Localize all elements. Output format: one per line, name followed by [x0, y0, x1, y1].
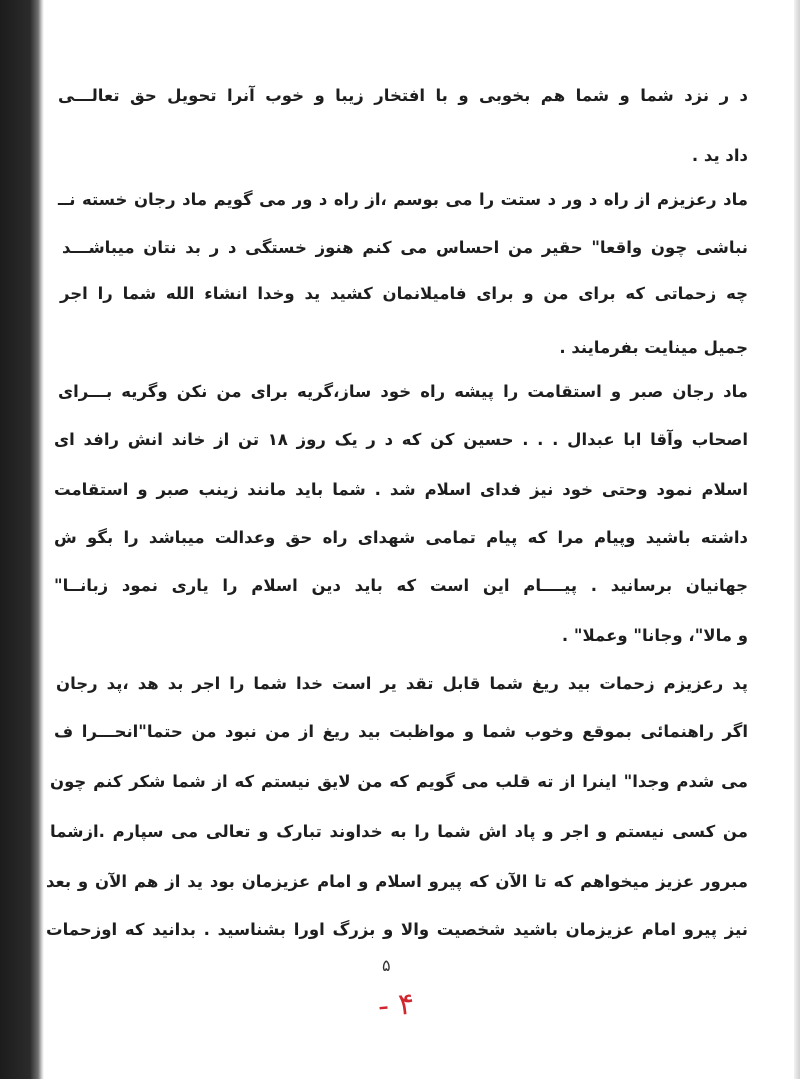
text-line-2: داد ید . — [691, 146, 748, 165]
text-line-10: داشته باشید وپیام مرا که پیام تمامی شهدای راه حق وعدالت میباشد را بگو ش — [54, 528, 748, 547]
text-line-4: نباشی چون واقعا" حقیر من احساس می کنم هنوز خستگی د ر بد نتان میباشـــد — [62, 238, 748, 257]
page-number: ۵ — [382, 956, 391, 975]
text-line-1: د ر نزد شما و شما هم بخوبی و با افتخار زیبا و خوب آنرا تحویل حق تعالـــی — [58, 86, 748, 105]
text-line-9: اسلام نمود وحتی خود نیز فدای اسلام شد . شما باید مانند زینب صبر و استقامت — [54, 480, 748, 499]
text-line-11: جهانیان برسانید . پیــــام این است که باید دین اسلام را یاری نمود زبانــا" — [54, 576, 748, 595]
handwritten-red-number: - ۴ — [376, 986, 416, 1025]
text-line-6: جمیل مینایت بفرمایند . — [559, 338, 748, 357]
text-line-18: نیز پیرو امام عزیزمان باشید شخصیت والا و بزرگ اورا بشناسید . بدانید که اوزحمات — [46, 920, 748, 939]
text-line-17: مبرور عزیز میخواهم که تا الآن که پیرو اسلام و امام عزیزمان بود ید از هم الآن و بعد — [46, 872, 748, 891]
text-line-13: پد رعزیزم زحمات بید ریغ شما قابل تقد یر است خدا شما را اجر بد هد ،پد رجان — [56, 674, 748, 693]
text-line-12: و مالا"، وجانا" وعملا" . — [561, 626, 748, 645]
text-line-3: ماد رعزیزم از راه د ور د ستت را می بوسم ،از راه د ور می گویم ماد رجان خسته نــ — [58, 190, 748, 209]
text-line-14: اگر راهنمائی بموقع وخوب شما و مواظبت بید ریغ از من نبود من حتما"انحـــرا ف — [54, 722, 748, 741]
text-line-16: من کسی نیستم و اجر و پاد اش شما را به خداوند تبارک و تعالی می سپارم .ازشما — [50, 822, 748, 841]
text-line-8: اصحاب وآقا ابا عبدال . . . حسین کن که د ر یک روز ۱۸ تن از خاند انش رافد ای — [54, 430, 749, 449]
scan-right-edge — [794, 0, 800, 1079]
text-line-15: می شدم وجدا" اینرا از ته قلب می گویم که من لایق نیستم که از شما شکر کنم چون — [50, 772, 748, 791]
scan-binding-shadow — [0, 0, 44, 1079]
text-line-7: ماد رجان صبر و استقامت را پیشه راه خود ساز،گریه برای من نکن وگریه بـــرای — [58, 382, 748, 401]
text-line-5: چه زحماتی که برای من و برای فامیلانمان کشید ید وخدا انشاء الله شما را اجر — [60, 284, 748, 303]
